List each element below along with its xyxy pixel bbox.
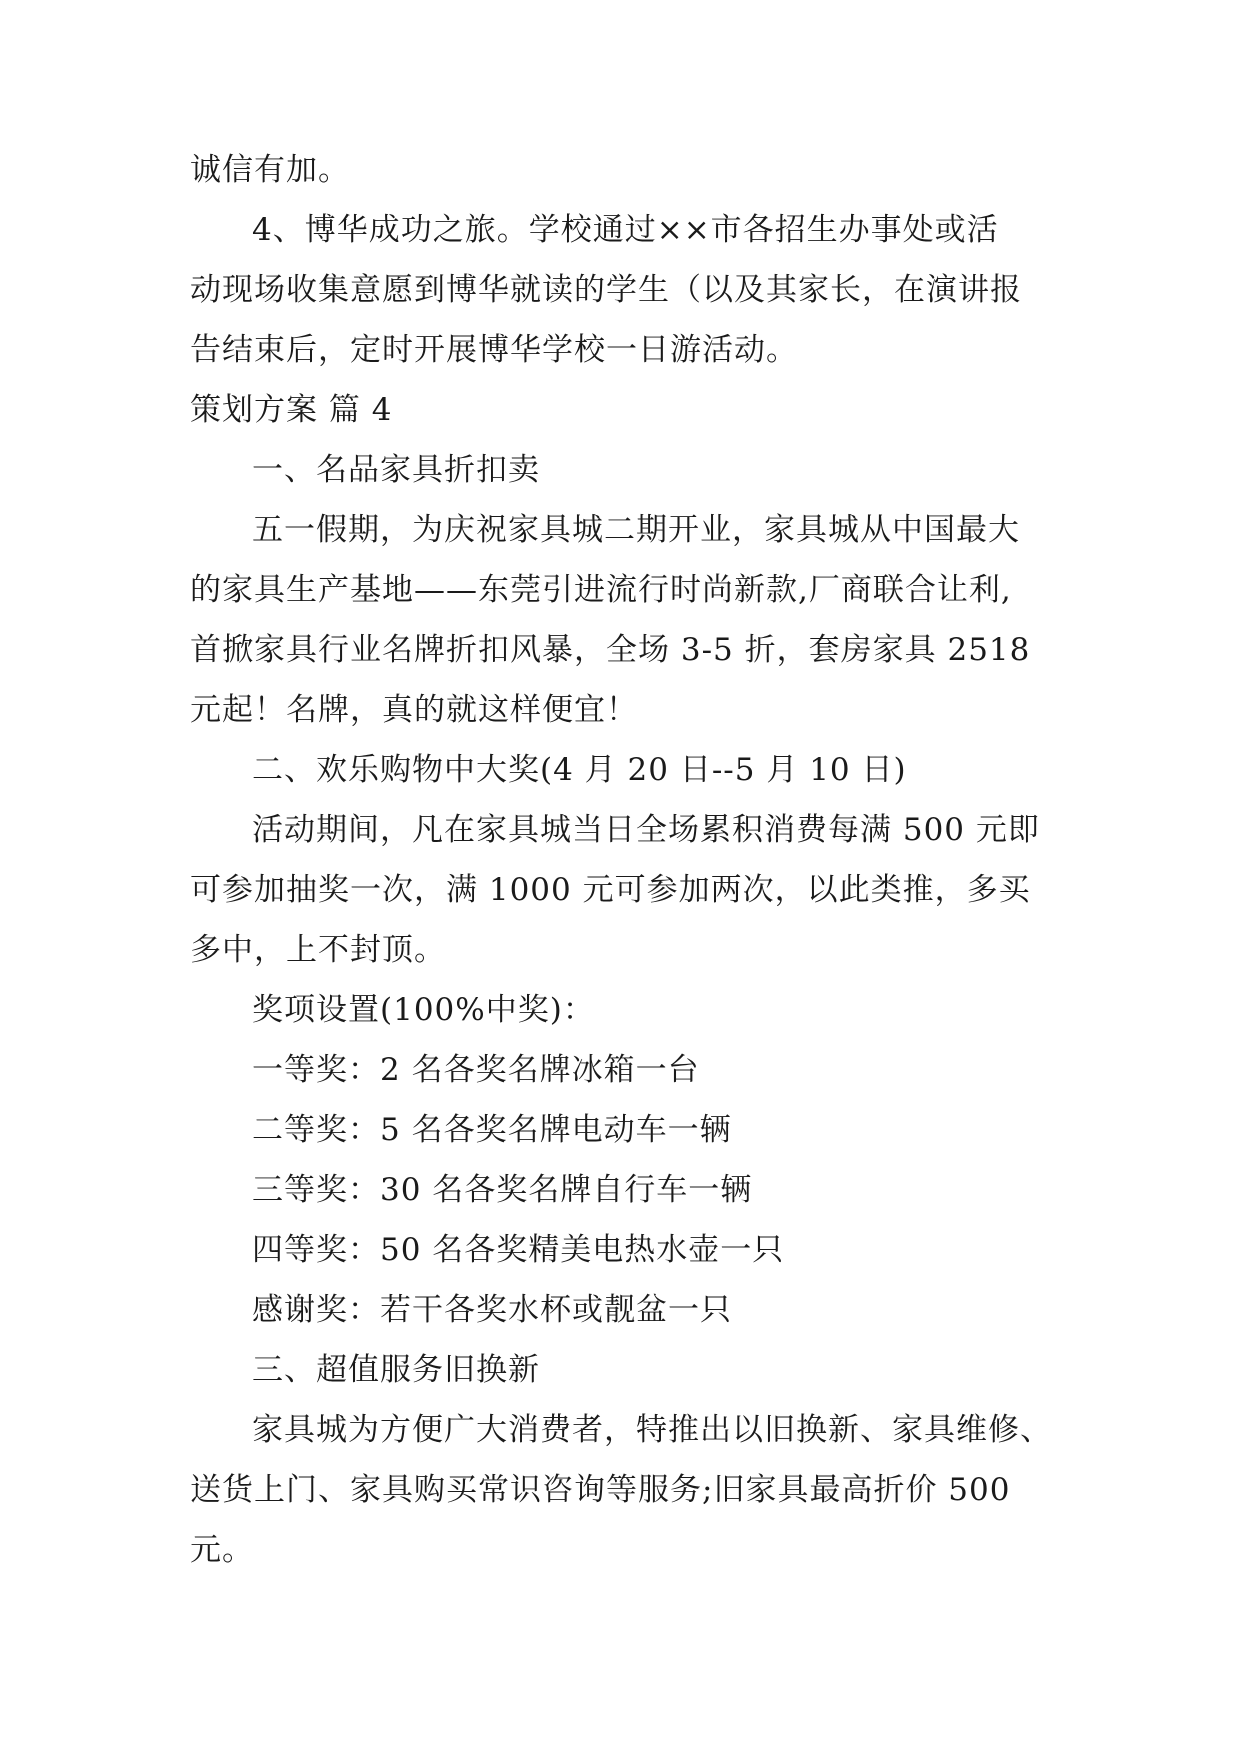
text-line-3: 动现场收集意愿到博华就读的学生（以及其家长，在演讲报: [190, 272, 1022, 308]
text-line-22: 家具城为方便广大消费者，特推出以旧换新、家具维修、: [252, 1412, 1052, 1448]
text-line-23: 送货上门、家具购买常识咨询等服务;旧家具最高折价 500: [190, 1472, 1011, 1508]
prize-thanks: 感谢奖：若干各奖水杯或靓盆一只: [252, 1292, 732, 1328]
prize-first: 一等奖：2 名各奖名牌冰箱一台: [252, 1052, 700, 1088]
subheading-2: 二、欢乐购物中大奖(4 月 20 日--5 月 10 日): [252, 752, 907, 788]
text-line-13: 可参加抽奖一次，满 1000 元可参加两次，以此类推，多买: [190, 872, 1031, 908]
text-line-4: 告结束后，定时开展博华学校一日游活动。: [190, 332, 798, 368]
prize-third: 三等奖：30 名各奖名牌自行车一辆: [252, 1172, 753, 1208]
text-line-14: 多中，上不封顶。: [190, 932, 446, 968]
subheading-1: 一、名品家具折扣卖: [252, 452, 540, 488]
text-line-10: 元起！名牌，真的就这样便宜！: [190, 692, 638, 728]
text-line-24: 元。: [190, 1532, 254, 1568]
prize-fourth: 四等奖：50 名各奖精美电热水壶一只: [252, 1232, 785, 1268]
text-line-8: 的家具生产基地——东莞引进流行时尚新款,厂商联合让利,: [190, 572, 1012, 608]
text-line-12: 活动期间，凡在家具城当日全场累积消费每满 500 元即: [252, 812, 1040, 848]
text-line-2: 4、博华成功之旅。学校通过××市各招生办事处或活: [252, 212, 999, 248]
text-line-1: 诚信有加。: [190, 152, 350, 188]
text-line-7: 五一假期，为庆祝家具城二期开业，家具城从中国最大: [252, 512, 1020, 548]
section-heading: 策划方案 篇 4: [190, 392, 393, 428]
text-line-9: 首掀家具行业名牌折扣风暴，全场 3-5 折，套房家具 2518: [190, 632, 1031, 668]
prize-setting: 奖项设置(100%中奖)：: [252, 992, 595, 1028]
subheading-3: 三、超值服务旧换新: [252, 1352, 540, 1388]
prize-second: 二等奖：5 名各奖名牌电动车一辆: [252, 1112, 732, 1148]
